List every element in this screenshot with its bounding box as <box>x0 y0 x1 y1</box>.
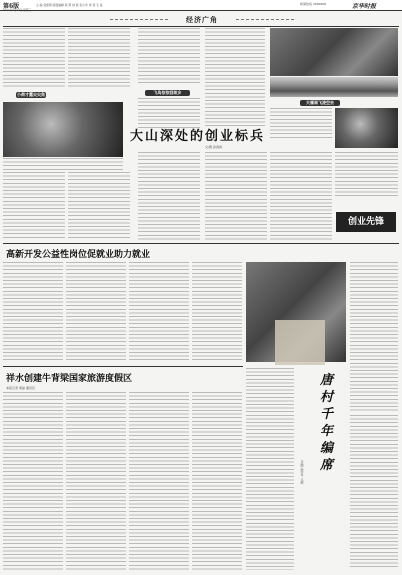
story3-col1 <box>3 392 63 570</box>
story2-col3 <box>129 262 189 362</box>
mid-divider <box>3 243 399 244</box>
photo-caption-lines <box>3 158 123 172</box>
section-title: 经济广角 <box>186 16 218 24</box>
section-rule-right <box>236 19 294 20</box>
section-banner <box>110 15 295 23</box>
body-text-col1 <box>3 28 65 88</box>
side-label-pioneer: 创业先锋 <box>336 212 396 232</box>
section-rule-left <box>110 19 168 20</box>
story1-byline: 文/图 孙春雨 <box>205 145 222 149</box>
paper-name: 京华时报 <box>352 3 377 10</box>
body-text-col5 <box>270 108 332 140</box>
story3-byline: 本报记者 周丽 通讯员 <box>6 386 35 390</box>
date-line: 2014年9月27日 星期三 <box>3 9 31 12</box>
body-text-col4 <box>205 28 265 128</box>
story3-col2 <box>66 392 126 570</box>
body-text-col7 <box>68 172 130 240</box>
body-text-col6 <box>3 172 65 240</box>
body-text-col9 <box>205 152 267 240</box>
story4-col3 <box>350 415 398 570</box>
story2-col1 <box>3 262 63 362</box>
story4-col1 <box>350 262 398 412</box>
header-divider <box>3 26 399 27</box>
body-text-col2 <box>68 28 130 88</box>
photo-product <box>270 77 398 97</box>
body-text-col8 <box>138 152 200 240</box>
story3-headline: 祥水创建牛背梁国家旅游度假区 <box>6 374 133 384</box>
subhead-1: 小荷才露尖尖角 <box>17 92 45 97</box>
story3-col3 <box>129 392 189 570</box>
story2-col2 <box>66 262 126 362</box>
page-number: 第6版 <box>3 3 20 10</box>
subhead-2: 飞鸟依依回故乡 <box>145 90 190 96</box>
story4-headline: 唐村千年编席 <box>320 373 334 473</box>
story3-col4 <box>192 392 242 570</box>
story2-divider <box>3 366 243 367</box>
photo-factory-work <box>270 28 398 76</box>
photo-weaving-mat <box>275 320 325 365</box>
story1-headline: 大山深处的创业标兵 <box>130 129 266 144</box>
story2-headline: 高新开发公益性岗位促就业助力就业 <box>6 250 151 260</box>
story2-col4 <box>192 262 242 362</box>
photo-young-man <box>3 102 123 157</box>
body-text-col10 <box>270 152 332 240</box>
body-text-col3 <box>138 28 200 83</box>
photo-portrait-right <box>335 108 398 148</box>
hotline: 新闻热线 2889606 <box>300 2 327 6</box>
subhead-3: 大雁南飞凌空去 <box>300 100 340 106</box>
story4-byline: 文/图 孙学平 王岷 <box>300 460 304 484</box>
story4-col2 <box>246 368 294 570</box>
body-text-col3b <box>138 98 200 128</box>
editor-line: 主 编 吴振明 版面编辑 杨 辉 排 版 张小华 审 读 毛 泓 <box>36 3 103 7</box>
body-text-col11 <box>335 152 398 197</box>
